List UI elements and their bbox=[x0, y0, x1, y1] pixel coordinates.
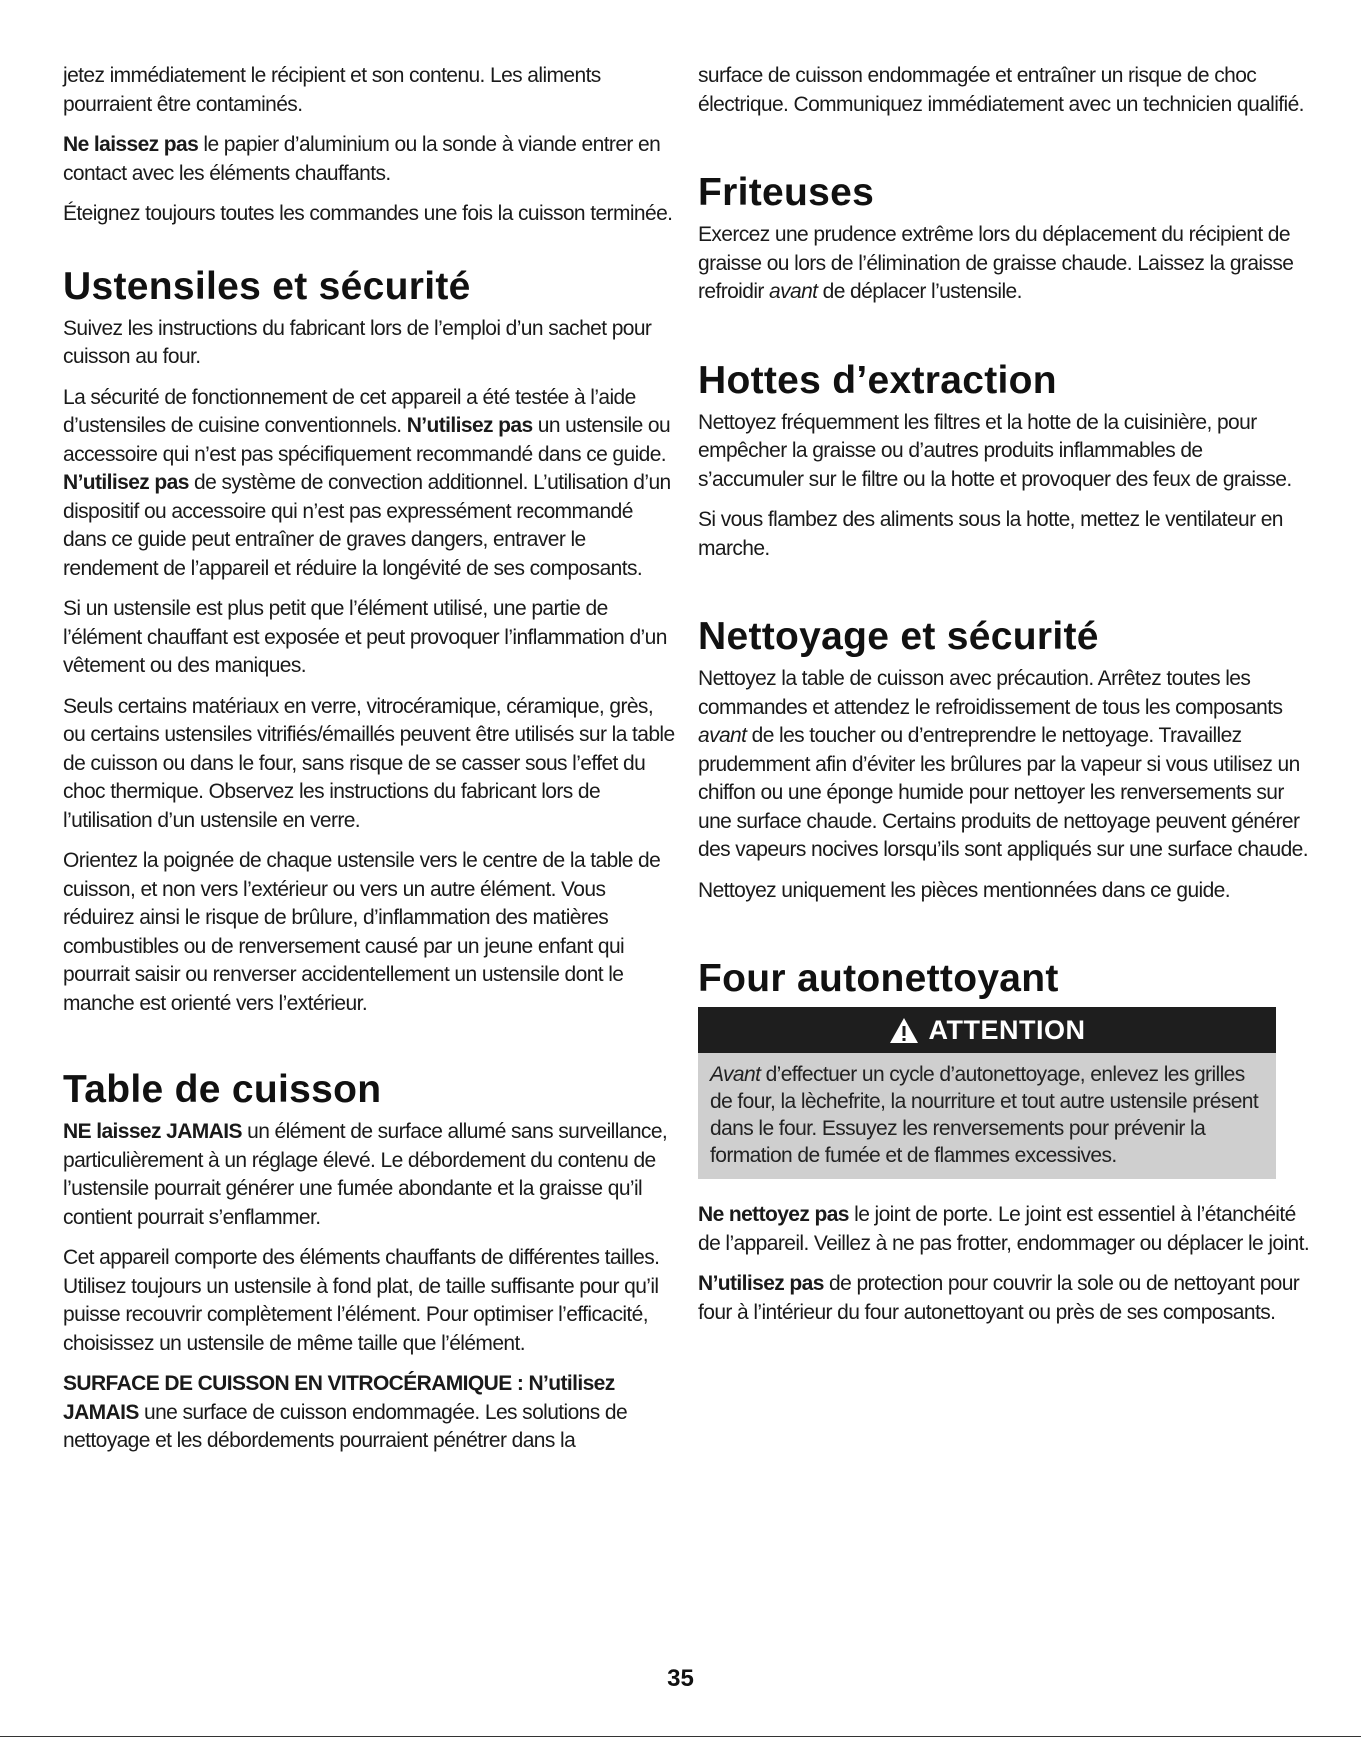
ustensiles-paragraph-1: Suivez les instructions du fabricant lors de l’emploi d’un sachet pour cuisson au four. bbox=[63, 316, 652, 368]
paragraph-text: de déplacer l’ustensile. bbox=[817, 280, 1022, 303]
paragraph-text: de système de convection additionnel. L’utilisation d’un dispositif ou accessoire qui n’est pas expressément recommandé dans ce guide peut entraîner de graves dangers, entraver le rendement de l’appareil et réduire la longévité de ses composants. bbox=[63, 471, 671, 580]
section-title-nettoyage: Nettoyage et sécurité bbox=[698, 615, 1099, 658]
paragraph-text: d’effectuer un cycle d’autonettoyage, enlevez les grilles de four, la lèchefrite, la nourriture et tout autre ustensile présent dans le four. Essuyez les renversements pour prévenir la formation de fumée et de flammes excessives. bbox=[710, 1063, 1259, 1167]
section-title-four: Four autonettoyant bbox=[698, 957, 1059, 1000]
section-title-friteuses: Friteuses bbox=[698, 171, 875, 214]
ustensiles-paragraph-3: Si un ustensile est plus petit que l’élément utilisé, une partie de l’élément chauffant est exposée et peut provoquer l’inflammation d’un vêtement ou des maniques. bbox=[63, 597, 667, 677]
ustensiles-paragraph-2 bbox=[63, 384, 675, 584]
paragraph-text: une surface de cuisson endommagée. Les solutions de nettoyage et les débordements pourraient pénétrer dans la bbox=[63, 1400, 628, 1452]
paragraph-text: Exercez une prudence extrême lors du déplacement du récipient de graisse ou lors de l’élimination de graisse chaude. Laissez la graisse refroidir bbox=[698, 223, 1294, 303]
table-paragraph-1 bbox=[63, 1118, 675, 1232]
attention-text bbox=[698, 1053, 1276, 1179]
ustensiles-paragraph-5: Orientez la poignée de chaque ustensile vers le centre de la table de cuisson, et non vers l’extérieur ou vers un autre élément. Vous réduirez ainsi le risque de brûlure, d’inflammation des matières combustibles ou de renversement causé par un jeune enfant qui pourrait saisir ou renverser accidentellement un ustensile dont le manche est orienté vers l’extérieur. bbox=[63, 849, 661, 1015]
intro-paragraph-2 bbox=[63, 131, 675, 188]
paragraph-text: le joint de porte. Le joint est essentiel à l’étanchéité de l’appareil. Veillez à ne pas frotter, endommager ou déplacer le joint. bbox=[698, 1203, 1310, 1255]
warning-triangle-icon bbox=[889, 1017, 919, 1044]
paragraph-text: le papier d’aluminium ou la sonde à viande entrer en contact avec les éléments chauffants. bbox=[63, 133, 661, 185]
paragraph-text: un élément de surface allumé sans surveillance, particulièrement à un réglage élevé. Le débordement du contenu de l’ustensile pourrait générer une fumée abondante et la graisse qu’il contient pourrait s’enflammer. bbox=[63, 1120, 668, 1229]
section-title-ustensiles: Ustensiles et sécurité bbox=[63, 264, 471, 308]
italic-word: Avant bbox=[710, 1063, 761, 1086]
bold-lead: N’utilisez pas bbox=[63, 471, 189, 494]
nettoyage-paragraph-1 bbox=[698, 665, 1310, 865]
attention-header bbox=[698, 1007, 1276, 1053]
right-column bbox=[698, 62, 1310, 1339]
hottes-paragraph-2: Si vous flambez des aliments sous la hotte, mettez le ventilateur en marche. bbox=[698, 508, 1283, 560]
table-paragraph-2: Cet appareil comporte des éléments chauffants de différentes tailles. Utilisez toujours un ustensile à fond plat, de taille suffisante pour qu’il puisse recouvrir complètement l’élément. Pour optimiser l’efficacité, choisissez un ustensile de même taille que l’élément. bbox=[63, 1246, 660, 1355]
paragraph-text: de protection pour couvrir la sole ou de nettoyant pour four à l’intérieur du four autonettoyant ou près de ses composants. bbox=[698, 1272, 1300, 1324]
bold-lead: Ne laissez pas bbox=[63, 133, 199, 156]
bold-lead: Ne nettoyez pas bbox=[698, 1203, 849, 1226]
paragraph-text: de les toucher ou d’entreprendre le nettoyage. Travaillez prudemment afin d’éviter les brûlures par la vapeur si vous utilisez un chiffon ou une éponge humide pour nettoyer les renversements sur une surface chaude. Certains produits de nettoyage peuvent générer des vapeurs nocives lorsqu’ils sont appliqués sur une surface chaude. bbox=[698, 724, 1308, 861]
intro-paragraph-3: Éteignez toujours toutes les commandes une fois la cuisson terminée. bbox=[63, 202, 673, 225]
intro-paragraph-1: jetez immédiatement le récipient et son contenu. Les aliments pourraient être contaminés. bbox=[63, 64, 601, 116]
bold-lead: NE laissez JAMAIS bbox=[63, 1120, 242, 1143]
ustensiles-paragraph-4: Seuls certains matériaux en verre, vitrocéramique, céramique, grès, ou certains ustensiles vitrifiés/émaillés peuvent être utilisés sur la table de cuisson ou dans le four, sans risque de se casser sous l’effet du choc thermique. Observez les instructions du fabricant lors de l’utilisation d’un ustensile en verre. bbox=[63, 694, 675, 832]
attention-box bbox=[698, 1007, 1276, 1179]
paragraph-text: Nettoyez la table de cuisson avec précaution. Arrêtez toutes les commandes et attendez le refroidissement de tous les composants bbox=[698, 667, 1283, 719]
table-paragraph-3 bbox=[63, 1370, 675, 1456]
italic-word: avant bbox=[769, 280, 818, 303]
attention-label: ATTENTION bbox=[928, 1014, 1086, 1045]
four-paragraph-1 bbox=[698, 1201, 1310, 1258]
bottom-rule bbox=[0, 1736, 1361, 1737]
hottes-paragraph-1: Nettoyez fréquemment les filtres et la hotte de la cuisinière, pour empêcher la graisse ou d’autres produits inflammables de s’accumuler sur le filtre ou la hotte et provoquer des feux de graisse. bbox=[698, 410, 1292, 491]
bold-lead: SURFACE DE CUISSON EN VITROCÉRAMIQUE : N’utilisez JAMAIS bbox=[63, 1372, 615, 1424]
bold-lead: N’utilisez pas bbox=[698, 1272, 824, 1295]
italic-word: avant bbox=[698, 724, 747, 747]
four-paragraph-2 bbox=[698, 1270, 1310, 1327]
continuation-paragraph: surface de cuisson endommagée et entraîner un risque de choc électrique. Communiquez immédiatement avec un technicien qualifié. bbox=[698, 64, 1304, 116]
left-column bbox=[63, 62, 675, 1468]
friteuses-paragraph bbox=[698, 221, 1310, 307]
page-number: 35 bbox=[667, 1665, 694, 1692]
section-title-hottes: Hottes d’extraction bbox=[698, 358, 1057, 402]
section-title-table: Table de cuisson bbox=[63, 1068, 382, 1111]
paragraph-text: un ustensile ou accessoire qui n’est pas spécifiquement recommandé dans ce guide. bbox=[63, 414, 671, 466]
paragraph-text: La sécurité de fonctionnement de cet appareil a été testée à l’aide d’ustensiles de cuisine conventionnels. bbox=[63, 385, 636, 437]
nettoyage-paragraph-2: Nettoyez uniquement les pièces mentionnées dans ce guide. bbox=[698, 878, 1230, 902]
bold-lead: N’utilisez pas bbox=[406, 414, 533, 437]
